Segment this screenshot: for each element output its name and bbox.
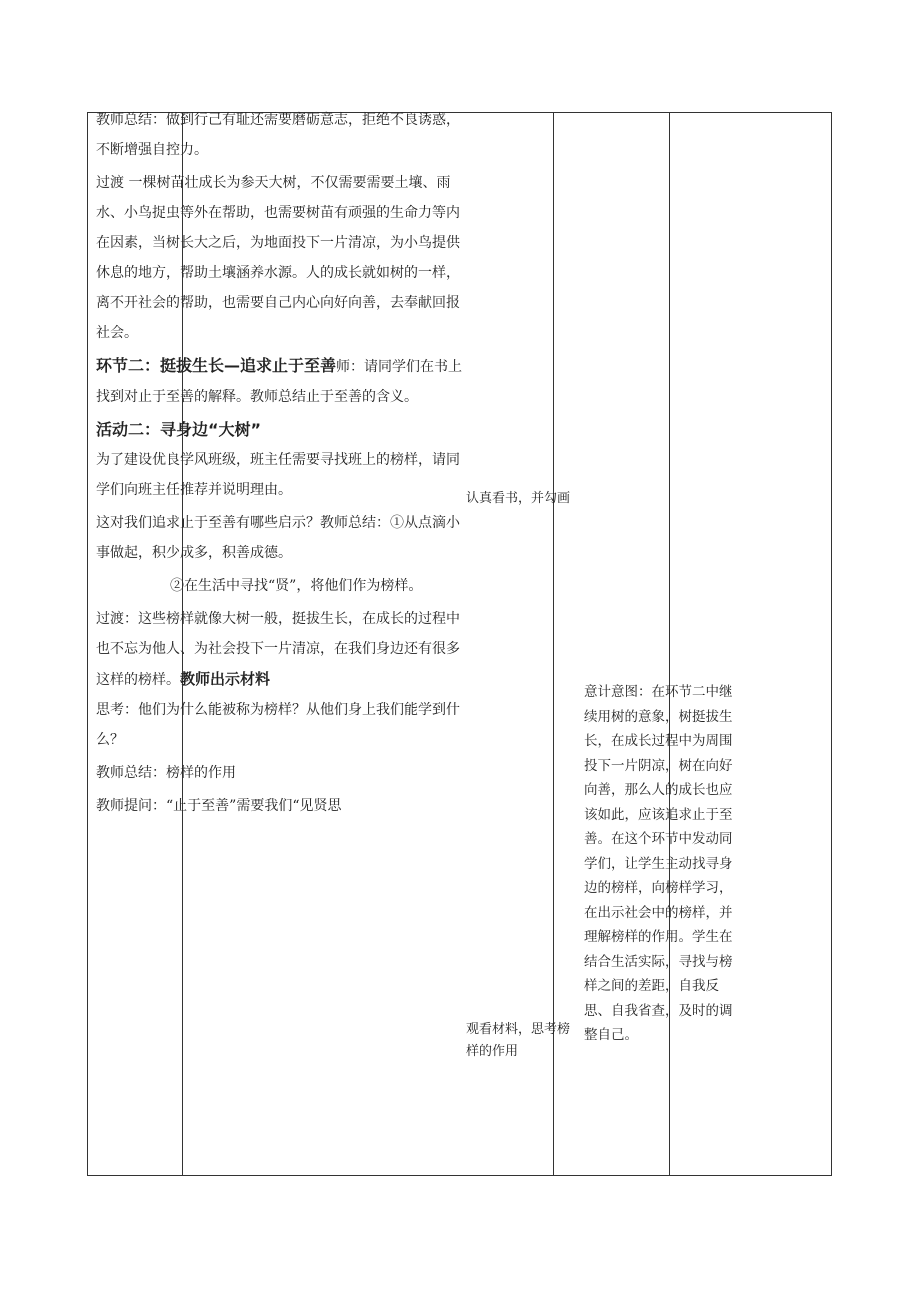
activity-2-heading: 活动二：寻身边“大树” [96, 420, 262, 439]
student-activity-1: 认真看书，并勾画 [466, 491, 571, 506]
student-activity-2: 观看材料，思考榜样的作用 [466, 1022, 571, 1059]
transition-2-paragraph [95, 604, 467, 695]
column-divider [553, 113, 554, 1175]
section-2-heading: 环节二：挺拔生长—追求止于至善 [96, 356, 337, 375]
teacher-summary-1: 教师总结：做到行己有耻还需要磨砺意志，拒绝不良诱惑，不断增强自控力。 [96, 112, 460, 158]
thinking-question: 思考：他们为什么能被称为榜样？从他们身上我们能学到什么？ [96, 702, 460, 748]
design-intent: 意计意图：在环节二中继续用树的意象，树挺拔生长，在成长过程中为周围投下一片阴凉，树在向好向善，那么人的成长也应该如此，应该追求止于至善。在这个环节中发动同学们，让学生主动找寻身边的榜样，向榜样学习，在出示社会中的榜样，并理解榜样的作用。学生在结合生活实际，寻找与榜样之间的差距，自我反思、自我省查，及时的调整自己。 [584, 684, 733, 1043]
transition-1: 过渡 一棵树苗壮成长为参天大树，不仅需要需要土壤、雨水、小鸟捉虫等外在帮助，也需要树苗有顽强的生命力等内在因素，当树长大之后，为地面投下一片清凉，为小鸟提供休息的地方，帮助土壤涵养水源。人的成长就如树的一样，离不开社会的帮助，也需要自己内心向好向善，去奉献回报社会。 [96, 175, 460, 341]
teacher-summary-2: 教师总结：榜样的作用 [96, 765, 236, 781]
transition-2: 过渡：这些榜样就像大树一般，挺拔生长，在成长的过程中也不忘为他人、为社会投下一片清凉，在我们身边还有很多这样的榜样。 [96, 611, 460, 688]
revelation-text: 这对我们追求止于至善有哪些启示？教师总结：①从点滴小事做起，积少成多，积善成德。 [96, 515, 460, 561]
activity-2-text: 为了建设优良学风班级，班主任需要寻找班上的榜样，请同学们向班主任推荐并说明理由。 [96, 452, 460, 498]
section-2-text: 师：请同学们在书上找到对止于至善的解释。教师总结止于至善的含义。 [96, 359, 463, 405]
teacher-activity-column [95, 105, 467, 821]
teacher-question: 教师提问：“止于至善”需要我们“见贤思 [96, 798, 342, 814]
section-2-paragraph [95, 351, 467, 412]
teacher-material-label: 教师出示材料 [180, 670, 271, 688]
revelation-2-text: ②在生活中寻找“贤”，将他们作为榜样。 [170, 578, 423, 594]
